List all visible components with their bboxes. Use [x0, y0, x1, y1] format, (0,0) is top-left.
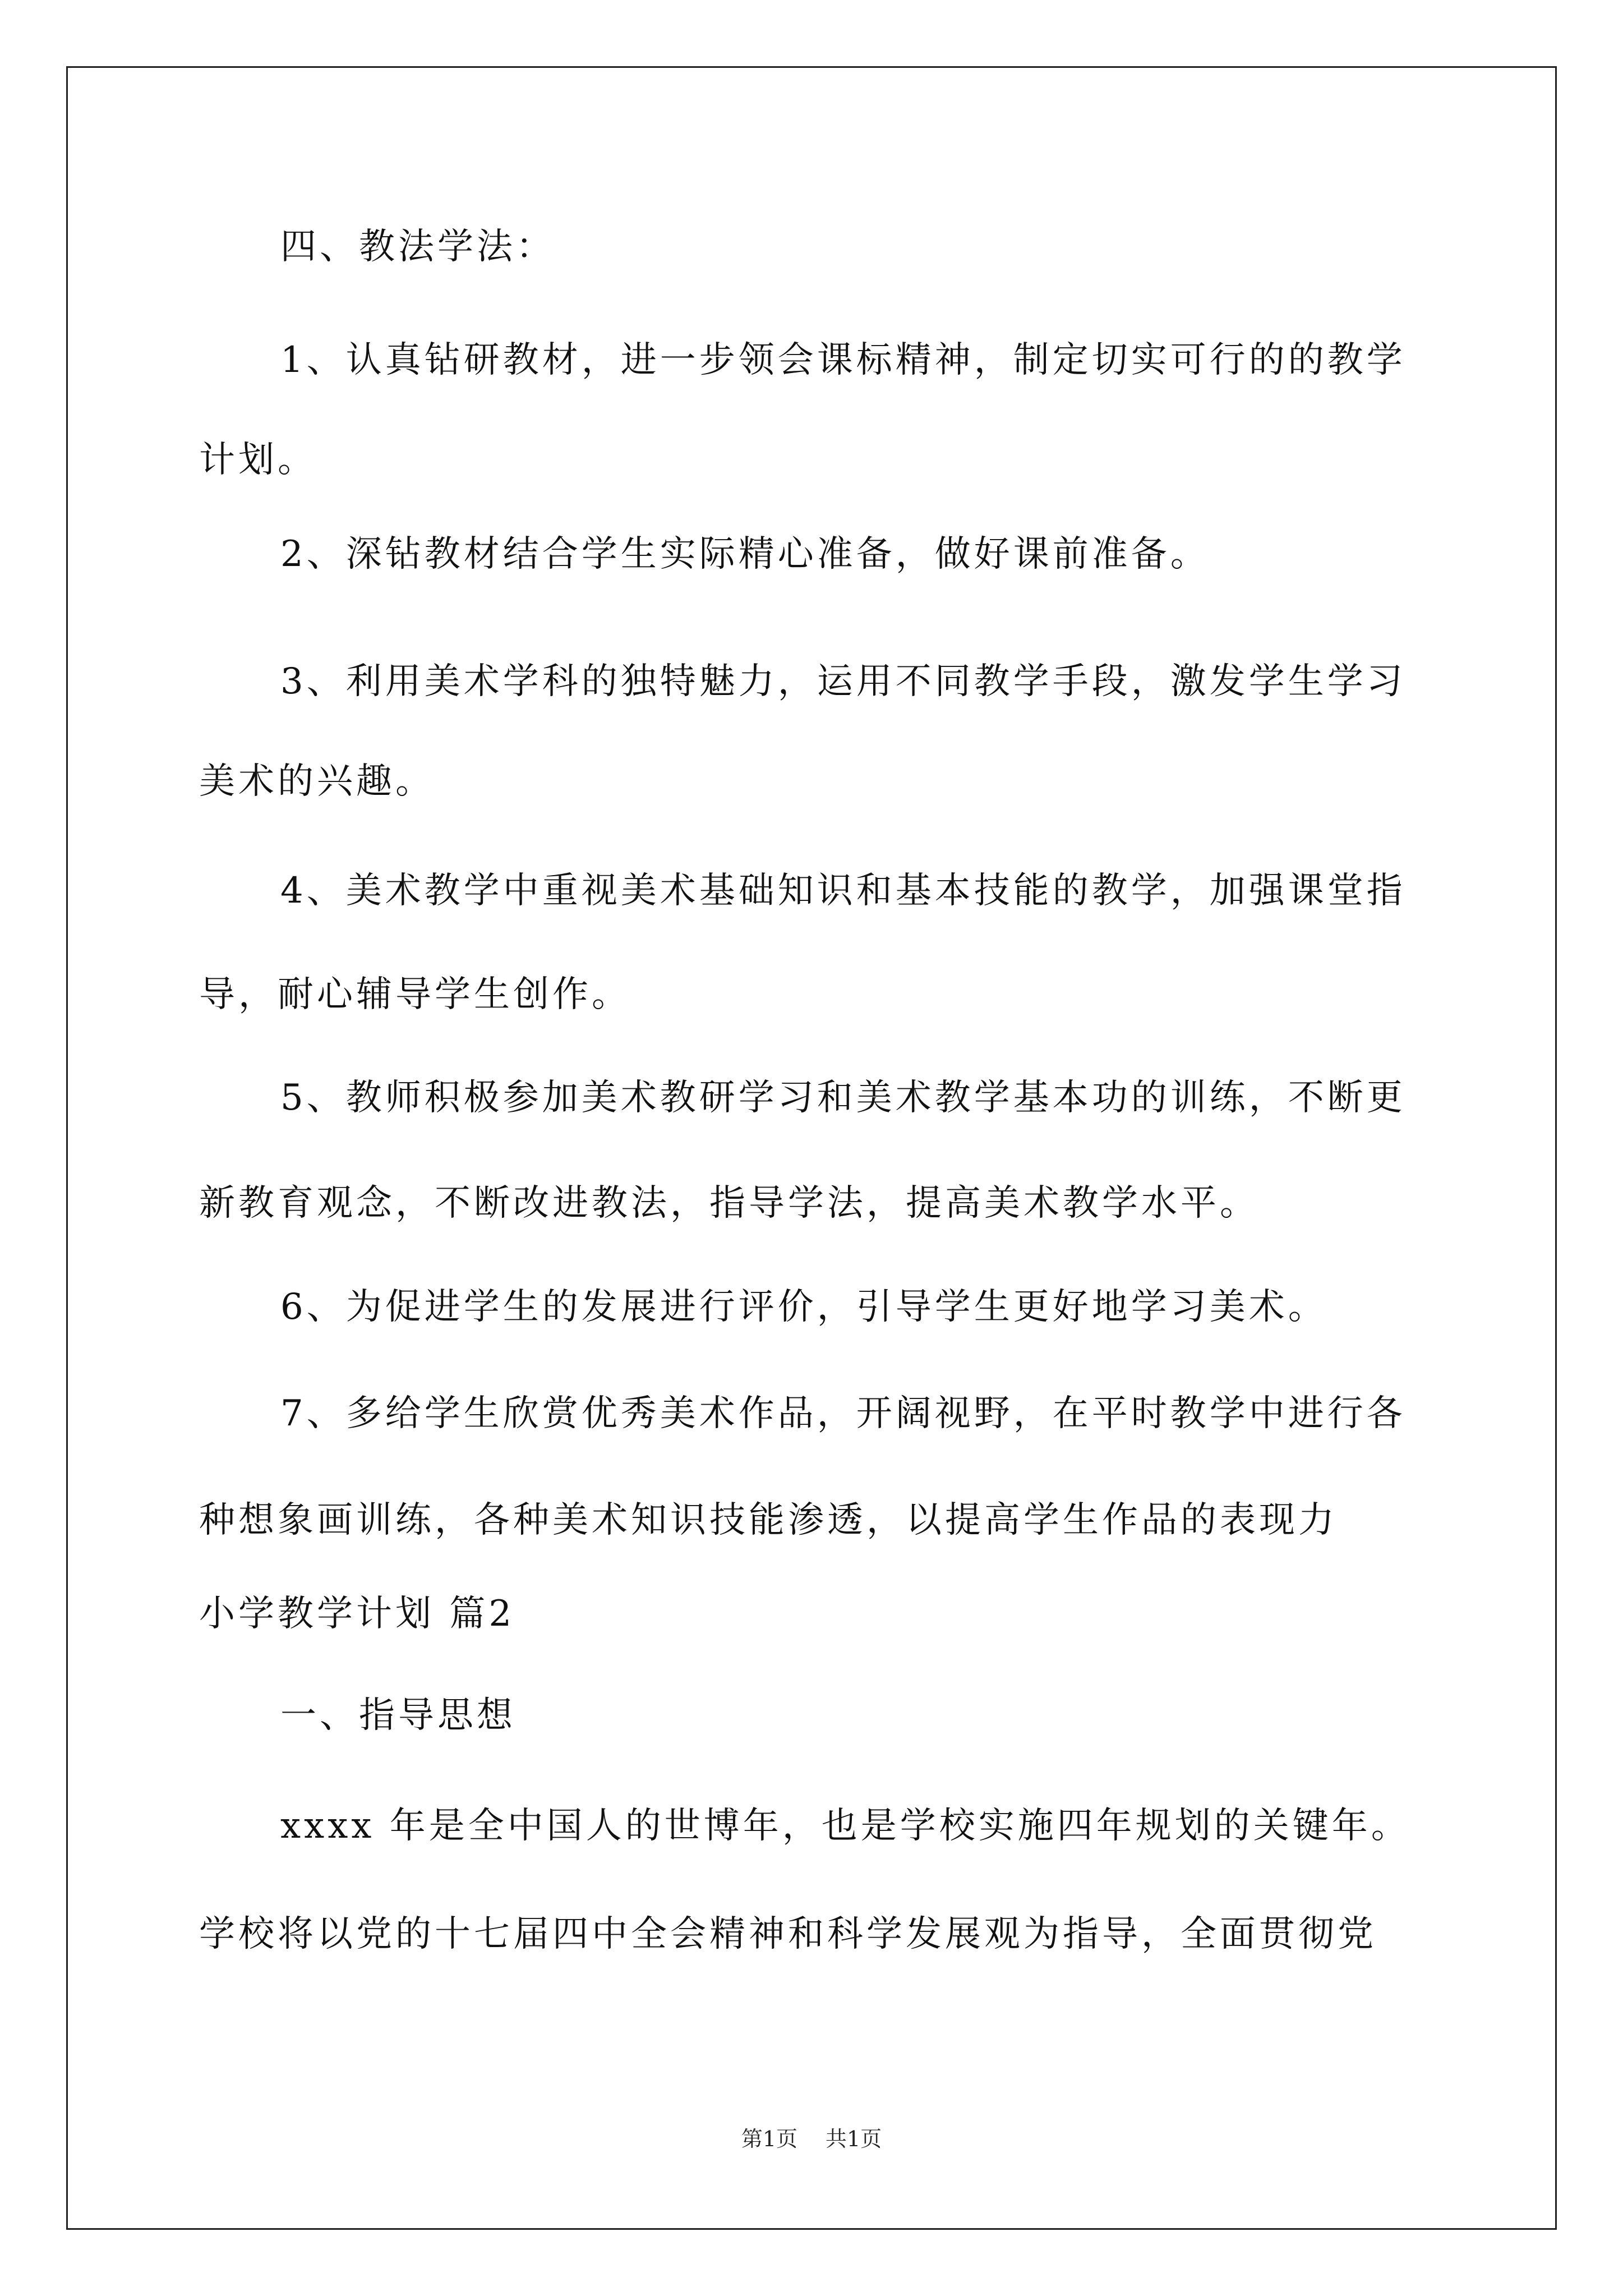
paragraph-line: 2、深钻教材结合学生实际精心准备，做好课前准备。: [280, 533, 1210, 575]
paragraph-line: 6、为促进学生的发展进行评价，引导学生更好地学习美术。: [280, 1286, 1327, 1328]
paragraph-line: 导，耐心辅导学生创作。: [199, 974, 631, 1015]
page-number: 第1页: [741, 2127, 797, 2151]
paragraph-line: 计划。: [199, 439, 317, 481]
page-border: [66, 66, 1557, 2230]
page-footer: [0, 2125, 1623, 2153]
paragraph-line: 1、认真钻研教材，进一步领会课标精神，制定切实可行的的教学: [280, 339, 1406, 381]
paragraph-line: 3、利用美术学科的独特魅力，运用不同教学手段，激发学生学习: [280, 661, 1406, 702]
paragraph-line: 种想象画训练，各种美术知识技能渗透，以提高学生作品的表现力: [199, 1499, 1338, 1541]
paragraph-line: 4、美术教学中重视美术基础知识和基本技能的教学，加强课堂指: [280, 870, 1406, 912]
paragraph-line: 新教育观念，不断改进教法，指导学法，提高美术教学水平。: [199, 1182, 1259, 1224]
paragraph-line: 7、多给学生欣赏优秀美术作品，开阔视野，在平时教学中进行各: [280, 1393, 1406, 1434]
section-title: 小学教学计划 篇2: [199, 1593, 515, 1635]
section-heading-teaching-methods: 四、教法学法：: [280, 226, 555, 268]
page-total: 共1页: [826, 2127, 882, 2151]
paragraph-line: 5、教师积极参加美术教研学习和美术教学基本功的训练，不断更: [280, 1077, 1406, 1119]
paragraph-line: xxxx 年是全中国人的世博年，也是学校实施四年规划的关键年。: [280, 1805, 1410, 1847]
paragraph-line: 美术的兴趣。: [199, 761, 435, 802]
section-heading-guiding-ideology: 一、指导思想: [280, 1695, 516, 1736]
paragraph-line: 学校将以党的十七届四中全会精神和科学发展观为指导，全面贯彻党: [199, 1913, 1377, 1955]
